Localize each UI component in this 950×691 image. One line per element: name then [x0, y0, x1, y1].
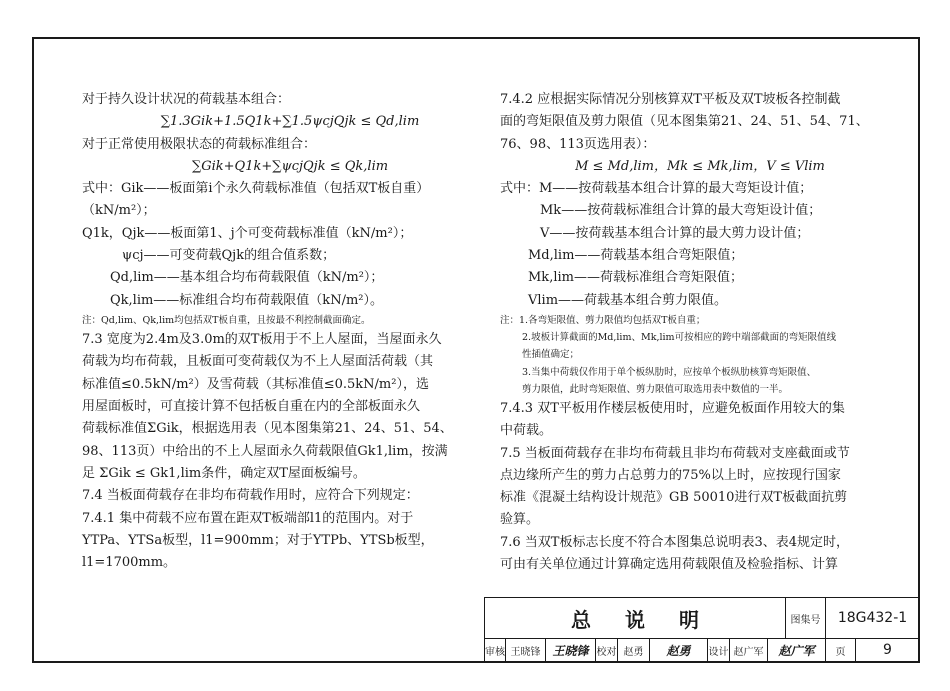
note-line: 注：1.各弯矩限值、剪力限值均包括双T板自重；	[500, 314, 706, 326]
text-line: 7.4 当板面荷载存在非均布荷载作用时，应符合下列规定：	[82, 488, 419, 504]
text-line: 标准《混凝土结构设计规范》GB 50010进行双T板截面抗剪	[500, 490, 848, 506]
text-line: 式中：Gik——板面第i个永久荷载标准值（包括双T板自重）	[82, 181, 430, 197]
text-line: l1=1700mm。	[82, 555, 177, 571]
text-line: 7.4.1 集中荷载不应布置在距双T板端部l1的范围内。对于	[82, 510, 414, 526]
left-column	[82, 89, 498, 574]
text-line: 验算。	[500, 512, 540, 528]
checker-name: 赵勇	[617, 638, 649, 662]
text-line: 7.4.3 双T平板用作楼层板使用时，应避免板面作用较大的集	[500, 400, 845, 416]
text-line: Mk,lim——荷载标准组合弯矩限值；	[528, 270, 743, 286]
text-line: 中荷载。	[500, 423, 553, 439]
text-line: Qk,lim——标准组合均布荷载限值（kN/m²）。	[110, 292, 383, 308]
text-line: YTPa、YTSa板型，l1=900mm；对于YTPb、YTSb板型，	[82, 532, 434, 548]
page-number: 9	[855, 638, 919, 662]
text-line: 7.4.2 应根据实际情况分别核算双T平板及双T坡板各控制截	[500, 92, 841, 107]
sheet-title: 总说明	[571, 607, 733, 632]
reviewer-signature: 王晓锋	[545, 638, 595, 662]
check-label: 校对	[595, 638, 617, 662]
review-label: 审核	[485, 646, 505, 658]
text-line: 98、113页）中给出的不上人屋面永久荷载限值Gk1,lim，按满	[82, 443, 448, 459]
text-line: Vlim——荷载基本组合剪力限值。	[528, 292, 728, 308]
text-line: 7.3 宽度为2.4m及3.0m的双T板用于不上人屋面，当屋面永久	[82, 332, 442, 348]
text-line: 标准值≤0.5kN/m²）及雪荷载（其标准值≤0.5kN/m²），选	[82, 376, 429, 392]
design-label: 设计	[707, 638, 729, 662]
title-block	[484, 597, 918, 661]
text-line: 对于正常使用极限状态的荷载标准组合：	[82, 136, 317, 152]
checker-signature: 赵勇	[649, 638, 707, 662]
text-line: 可由有关单位通过计算确定选用荷载限值及检验指标、计算	[500, 557, 839, 573]
right-column	[500, 89, 900, 576]
text-line: 7.6 当双T板标志长度不符合本图集总说明表3、表4规定时，	[500, 534, 850, 550]
text-line: （kN/m²）；	[82, 203, 156, 219]
text-line: Md,lim——荷载基本组合弯矩限值；	[528, 248, 744, 264]
designer-signature: 赵广军	[767, 638, 825, 662]
text-line: 荷载为均布荷载，且板面可变荷载仅为不上人屋面活荷载（其	[82, 354, 434, 370]
drawing-sheet	[32, 37, 920, 663]
text-line: Q1k，Qjk——板面第1、j个可变荷载标准值（kN/m²）；	[82, 225, 413, 241]
text-line: Qd,lim——基本组合均布荷载限值（kN/m²）；	[110, 270, 384, 286]
text-line: ψcj——可变荷载Qjk的组合值系数；	[122, 248, 336, 264]
text-line: Mk——按荷载标准组合计算的最大弯矩设计值；	[540, 203, 822, 219]
text-line: 荷载标准值ΣGik，根据选用表（见本图集第21、24、51、54、	[82, 421, 453, 437]
atlas-label: 图集号	[785, 598, 825, 638]
text-line: 用屋面板时，可直接计算不包括板自重在内的全部板面永久	[82, 399, 421, 415]
note-line: 3.当集中荷载仅作用于单个板纵肋时，应按单个板纵肋核算弯矩限值、	[522, 366, 817, 378]
page-label: 页	[825, 638, 855, 662]
text-line: 面的弯矩限值及剪力限值（见本图集第21、24、51、54、71、	[500, 114, 869, 130]
atlas-number: 18G432-1	[825, 598, 919, 638]
note-line: 2.坡板计算截面的Md,lim、Mk,lim可按相应的跨中端部截面的弯矩限值线	[522, 332, 837, 344]
text-line: 式中：M——按荷载基本组合计算的最大弯矩设计值；	[500, 181, 813, 197]
formula-basic-combination: ∑1.3Gik+1.5Q1k+∑1.5ψcjQjk ≤ Qd,lim	[160, 114, 420, 130]
text-line: 对于持久设计状况的荷载基本组合：	[82, 92, 291, 107]
text-line: V——按荷载基本组合计算的最大剪力设计值；	[540, 225, 810, 241]
note-line: 注：Qd,lim、Qk,lim均包括双T板自重，且按最不利控制截面确定。	[82, 314, 371, 326]
formula-standard-combination: ∑Gik+Q1k+∑ψcjQjk ≤ Qk,lim	[191, 158, 389, 174]
text-line: 76、98、113页选用表）：	[500, 136, 656, 152]
designer-name: 赵广军	[729, 638, 767, 662]
note-line: 剪力限值，此时弯矩限值、剪力限值可取选用表中数值的一半。	[522, 383, 789, 395]
text-line: 点边缘所产生的剪力占总剪力的75%以上时，应按现行国家	[500, 467, 841, 483]
text-line: 7.5 当板面荷载存在非均布荷载且非均布荷载对支座截面或节	[500, 445, 850, 461]
note-line: 性插值确定；	[522, 349, 580, 361]
formula-limits: M ≤ Md,lim，Mk ≤ Mk,lim，V ≤ Vlim	[575, 158, 825, 174]
text-line: 足 ΣGik ≤ Gk1,lim条件，确定双T屋面板编号。	[82, 465, 366, 481]
reviewer-name: 王晓锋	[505, 638, 545, 662]
